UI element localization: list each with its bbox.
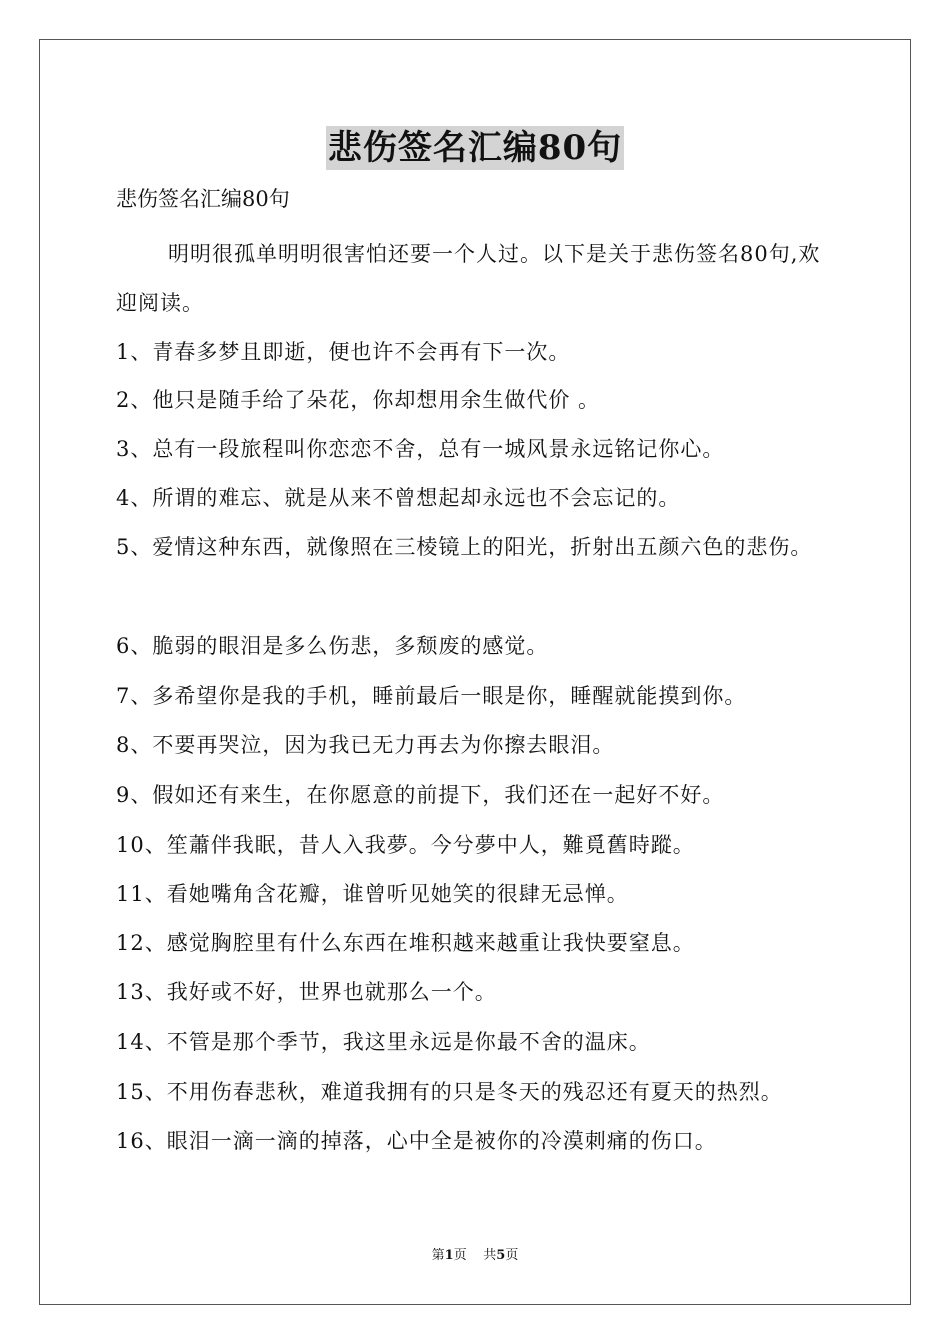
list-item: 16、眼泪一滴一滴的掉落，心中全是被你的冷漠刺痛的伤口。 xyxy=(116,1129,717,1153)
list-item: 13、我好或不好，世界也就那么一个。 xyxy=(116,980,497,1004)
list-item: 6、脆弱的眼泪是多么伤悲，多颓废的感觉。 xyxy=(116,634,549,658)
list-item: 7、多希望你是我的手机，睡前最后一眼是你，睡醒就能摸到你。 xyxy=(116,684,747,708)
title-container xyxy=(0,126,950,170)
list-item: 14、不管是那个季节，我这里永远是你最不舍的温床。 xyxy=(116,1030,651,1054)
list-item: 15、不用伤春悲秋，难道我拥有的只是冬天的残忍还有夏天的热烈。 xyxy=(116,1080,783,1104)
list-item: 4、所谓的难忘、就是从来不曾想起却永远也不会忘记的。 xyxy=(116,486,681,510)
list-item: 3、总有一段旅程叫你恋恋不舍，总有一城风景永远铭记你心。 xyxy=(116,437,725,461)
intro-paragraph: 明明很孤单明明很害怕还要一个人过。以下是关于悲伤签名80句,欢迎阅读。 xyxy=(116,242,821,315)
page-total: 5 xyxy=(496,1248,506,1263)
page-suffix: 页 xyxy=(453,1248,467,1263)
document-subtitle: 悲伤签名汇编80句 xyxy=(116,187,290,211)
page-current: 1 xyxy=(444,1248,454,1263)
list-item: 1、青春多梦且即逝，便也许不会再有下一次。 xyxy=(116,340,571,364)
page-prefix: 第 xyxy=(431,1248,445,1263)
list-item: 2、他只是随手给了朵花，你却想用余生做代价 。 xyxy=(116,388,601,412)
page-footer xyxy=(0,1246,950,1266)
list-item: 12、感觉胸腔里有什么东西在堆积越来越重让我快要窒息。 xyxy=(116,931,695,955)
document-title: 悲伤签名汇编80句 xyxy=(327,128,623,168)
total-suffix: 页 xyxy=(505,1248,519,1263)
total-prefix: 共 xyxy=(483,1248,497,1263)
list-item: 10、笙蕭伴我眠，昔人入我夢。今兮夢中人，難覓舊時蹤。 xyxy=(116,833,695,857)
list-item: 11、看她嘴角含花瓣，谁曾听见她笑的很肆无忌惮。 xyxy=(116,882,629,906)
list-item: 8、不要再哭泣，因为我已无力再去为你擦去眼泪。 xyxy=(116,733,615,757)
list-item: 5、爱情这种东西，就像照在三棱镜上的阳光，折射出五颜六色的悲伤。 xyxy=(116,535,813,559)
list-item: 9、假如还有来生，在你愿意的前提下，我们还在一起好不好。 xyxy=(116,783,725,807)
